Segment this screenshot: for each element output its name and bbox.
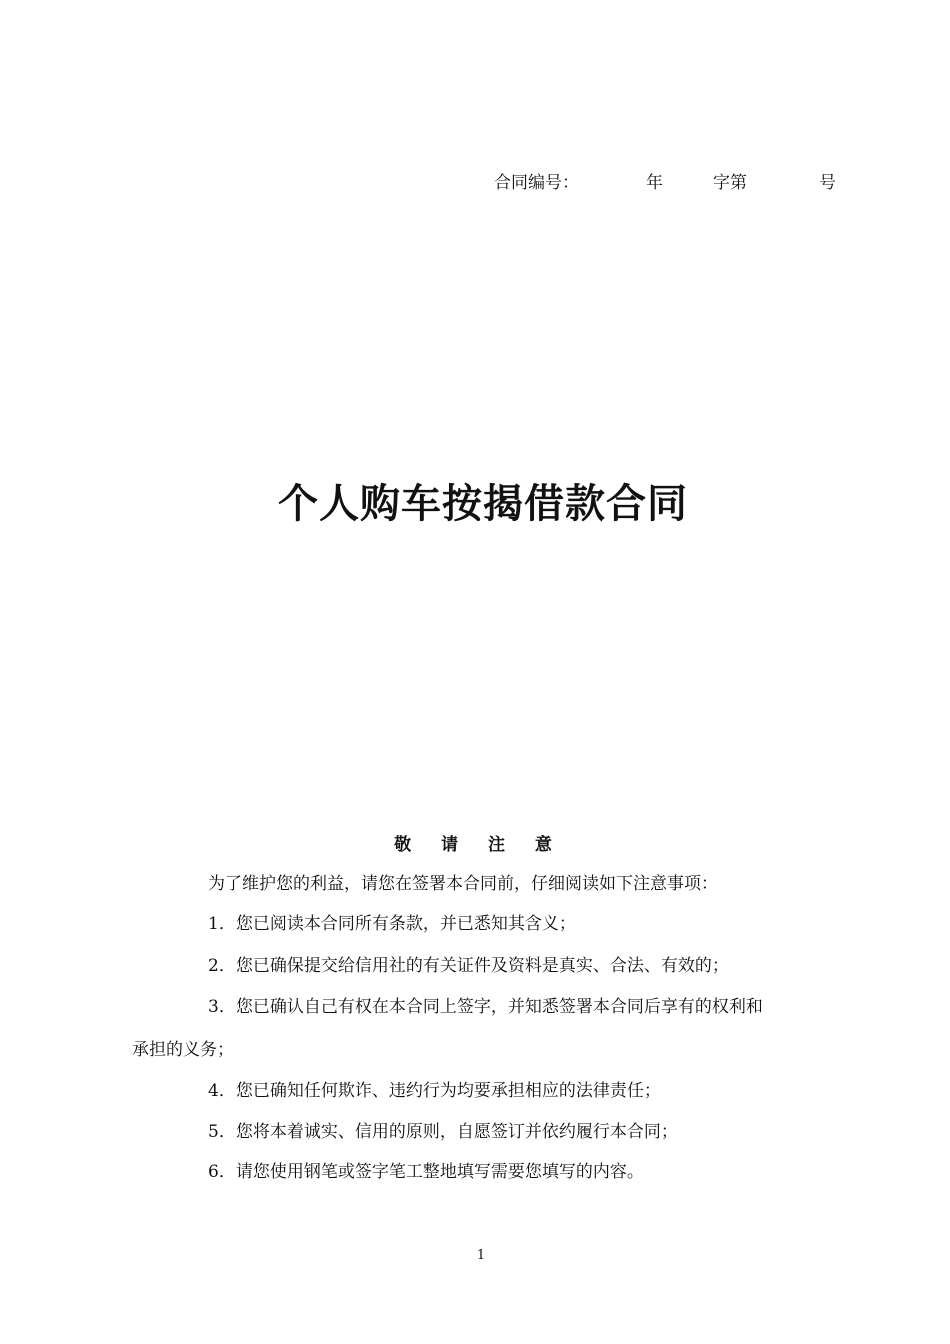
contract-number-line <box>494 168 854 192</box>
char-no-label: 字第 <box>713 173 747 193</box>
notice-item-4 <box>132 1071 842 1111</box>
notice-item-text: 6．请您使用钢笔或签字笔工整地填写需要您填写的内容。 <box>208 1162 644 1182</box>
year-label: 年 <box>646 173 663 193</box>
notice-intro-text: 为了维护您的利益，请您在签署本合同前，仔细阅读如下注意事项： <box>208 874 718 894</box>
notice-item-1 <box>132 904 842 944</box>
notice-item-6 <box>132 1152 842 1192</box>
notice-item-text: 3．您已确认自己有权在本合同上签字，并知悉签署本合同后享有的权利和 <box>208 997 763 1017</box>
notice-item-2 <box>132 946 842 986</box>
contract-number-label: 合同编号： <box>494 173 579 193</box>
notice-item-text: 5．您将本着诚实、信用的原则，自愿签订并依约履行本合同； <box>208 1122 678 1142</box>
notice-item-3-continuation <box>132 1030 842 1070</box>
notice-item-text: 2．您已确保提交给信用社的有关证件及资料是真实、合法、有效的； <box>208 956 729 976</box>
notice-item-3 <box>132 987 842 1027</box>
notice-item-text: 1．您已阅读本合同所有条款，并已悉知其含义； <box>208 914 576 934</box>
notice-heading: 敬 请 注 意 <box>394 835 564 855</box>
notice-item-5 <box>132 1112 842 1152</box>
page-number: 1 <box>476 1248 486 1263</box>
number-label: 号 <box>819 173 836 193</box>
document-title: 个人购车按揭借款合同 <box>278 481 688 527</box>
notice-item-text: 承担的义务； <box>132 1040 234 1060</box>
notice-intro <box>132 864 842 904</box>
notice-item-text: 4．您已确知任何欺诈、违约行为均要承担相应的法律责任； <box>208 1081 661 1101</box>
